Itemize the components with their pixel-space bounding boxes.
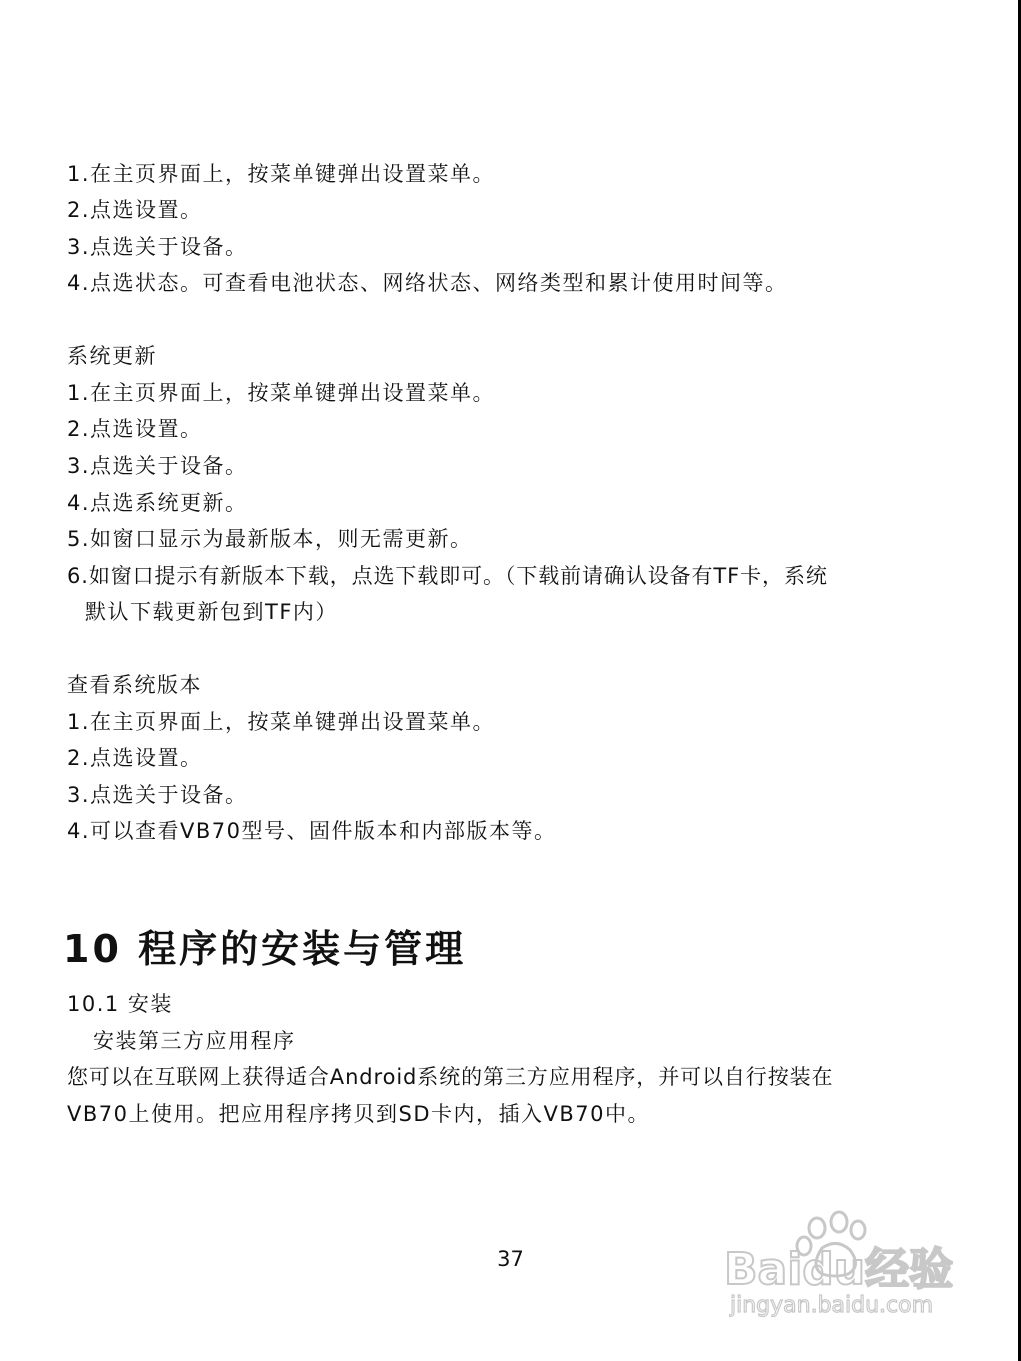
chapter-heading: 10 程序的安装与管理: [63, 927, 467, 971]
system-update-title: 系统更新: [67, 344, 157, 368]
body-line-2: VB70上使用。把应用程序拷贝到SD卡内，插入VB70中。: [67, 1102, 650, 1126]
system-version-step-3: 3.点选关于设备。: [67, 783, 248, 807]
system-update-step-2: 2.点选设置。: [67, 417, 203, 441]
status-step-2: 2.点选设置。: [67, 198, 203, 222]
system-update-step-6-continued: 默认下载更新包到TF内）: [85, 600, 338, 624]
system-update-step-4: 4.点选系统更新。: [67, 491, 248, 515]
system-update-step-6: 6.如窗口提示有新版本下载，点选下载即可。（下载前请确认设备有TF卡，系统: [67, 564, 828, 588]
body-line-1: 您可以在互联网上获得适合Android系统的第三方应用程序，并可以自行按装在: [67, 1065, 834, 1089]
system-version-step-2: 2.点选设置。: [67, 746, 203, 770]
status-step-4: 4.点选状态。可查看电池状态、网络状态、网络类型和累计使用时间等。: [67, 271, 788, 295]
system-version-title: 查看系统版本: [67, 673, 202, 697]
section-subtitle: 安装第三方应用程序: [93, 1029, 296, 1053]
watermark-url: jingyan.baidu.com: [730, 1293, 934, 1318]
section-heading: 10.1 安装: [67, 992, 173, 1016]
status-step-3: 3.点选关于设备。: [67, 235, 248, 259]
baidu-watermark: [722, 1208, 967, 1323]
watermark-brand: Baidu经验: [724, 1244, 954, 1295]
page-number: 37: [497, 1247, 524, 1271]
status-step-1: 1.在主页界面上，按菜单键弹出设置菜单。: [67, 162, 496, 186]
system-update-step-3: 3.点选关于设备。: [67, 454, 248, 478]
system-version-step-4: 4.可以查看VB70型号、固件版本和内部版本等。: [67, 819, 557, 843]
system-update-step-5: 5.如窗口显示为最新版本，则无需更新。: [67, 527, 473, 551]
system-version-step-1: 1.在主页界面上，按菜单键弹出设置菜单。: [67, 710, 496, 734]
system-update-step-1: 1.在主页界面上，按菜单键弹出设置菜单。: [67, 381, 496, 405]
